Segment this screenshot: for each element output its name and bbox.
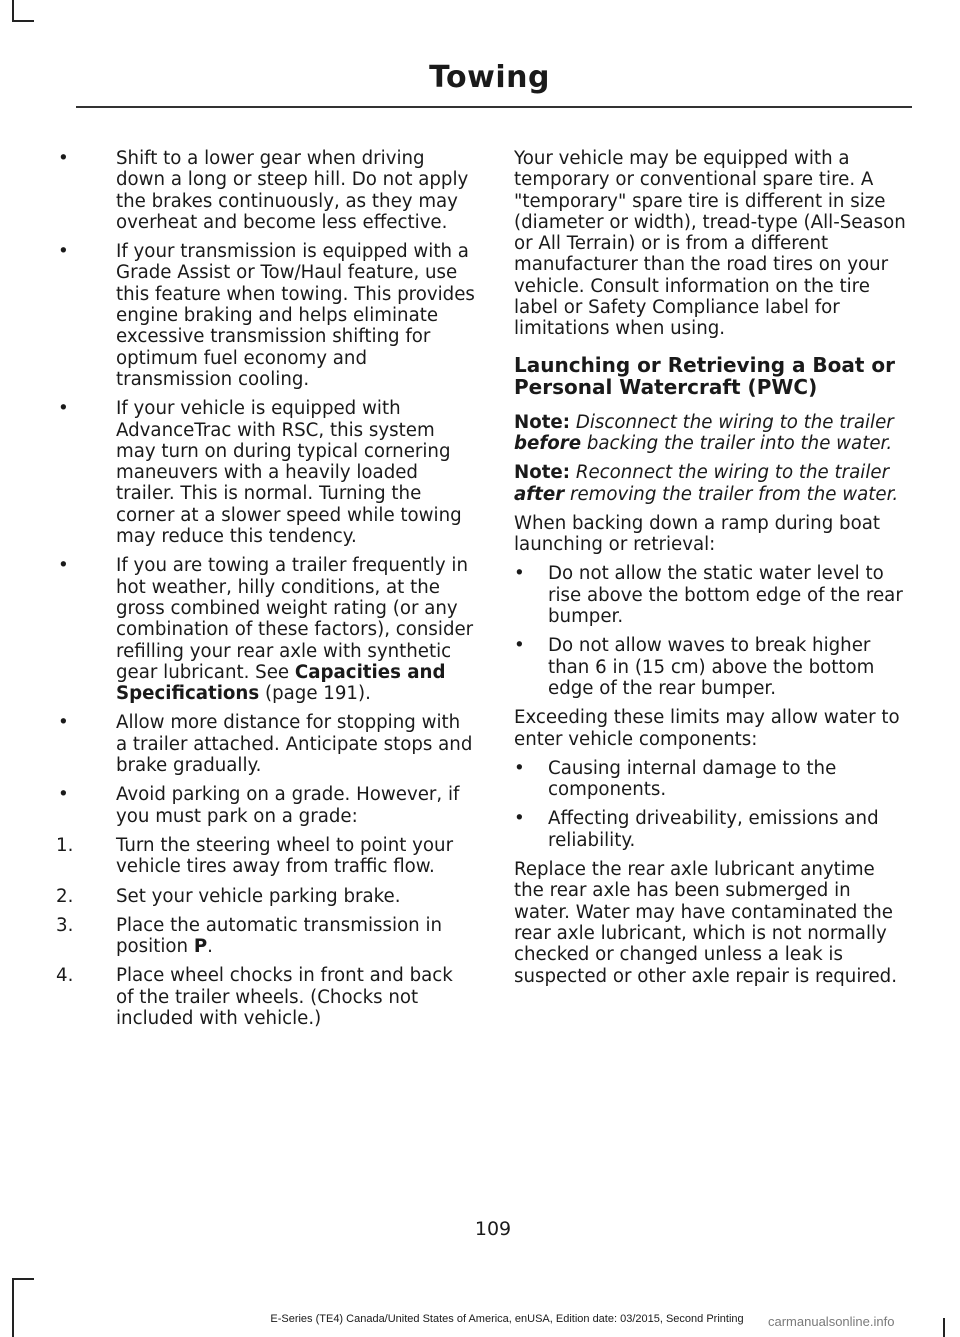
bullet-text: Do not allow the static water level to rise above the bottom edge of the rear bumper. [548,563,903,628]
bullet-marker: • [514,757,525,779]
closing-paragraph: Replace the rear axle lubricant anytime the rear axle has been submerged in water. Water may have contaminated the rear axle lubricant, which is not normally checked or changed unless a leak is suspected or other axle repair is required. [514,859,897,987]
step-text-part: . [207,936,213,958]
bullet-text: Allow more distance for stopping with a trailer attached. Anticipate stops and brake gradually. [116,712,473,777]
list-item [56,784,476,827]
bullet-text: Causing internal damage to the components. [548,757,837,801]
bullet-marker: • [514,808,525,830]
step-number: 1. [56,834,74,856]
list-item [514,635,910,699]
bullet-text: Shift to a lower gear when driving down a long or steep hill. Do not apply the brakes continuously, as they may overheat and become less effective. [116,148,469,233]
page-reference: (page 191). [259,683,371,705]
bullet-text: Affecting driveability, emissions and reliability. [548,808,879,851]
note-text: backing the trailer into the water. [581,432,893,454]
bullet-text: Do not allow waves to break higher than 6 in (15 cm) above the bottom edge of the rear bumper. [548,635,875,699]
crop-mark-bottom-left-horizontal [12,1278,34,1280]
left-column [56,148,476,1037]
step-text: Place wheel chocks in front and back of the trailer wheels. (Chocks not included with vehicle.) [116,965,453,1029]
bullet-marker: • [58,784,69,806]
numbered-step [56,886,476,907]
exceed-intro: Exceeding these limits may allow water to enter vehicle components: [514,707,900,750]
bullet-marker: • [58,241,69,263]
list-item [56,148,476,233]
backing-intro: When backing down a ramp during boat launching or retrieval: [514,512,880,556]
bullet-text: If your vehicle is equipped with AdvanceTrac with RSC, this system may turn on during typical cornering maneuvers with a heavily loaded trailer. This is normal. Turning the corner at a slower speed while towing may reduce this tendency. [116,398,462,548]
watermark: carmanualsonline.info [768,1314,895,1329]
cross-reference-link[interactable]: Capacities and Specifications [116,661,446,705]
step-text-part: Place the automatic transmission in position [116,914,443,958]
list-item [56,712,476,776]
step-number: 3. [56,914,74,936]
list-item [514,758,910,801]
list-item [514,563,910,627]
note-text: Reconnect the wiring to the trailer [570,462,890,484]
numbered-step [56,835,476,878]
page-number: 109 [474,1218,512,1240]
bullet-text-part: If you are towing a trailer frequently in hot weather, hilly conditions, at the gross combined weight rating (or any combination of these factors), consider refilling your rear axle with synthetic gear lubricant. See [116,555,474,683]
step-text [116,915,476,958]
note-emphasis: before [514,432,582,454]
note-text: Disconnect the wiring to the trailer [570,411,894,433]
note-paragraph [514,412,910,455]
bullet-marker: • [514,635,525,657]
edition-footer: E-Series (TE4) Canada/United States of America, enUSA, Edition date: 03/2015, Second Printing [270,1313,744,1325]
bullet-marker: • [58,148,69,169]
note-text: removing the trailer from the water. [564,483,899,505]
step-text: Turn the steering wheel to point your vehicle tires away from traffic flow. [116,834,454,878]
list-item [514,808,910,851]
numbered-step [56,915,476,958]
note-paragraph [514,462,910,505]
header-rule [76,106,912,108]
section-heading: Launching or Retrieving a Boat or Personal Watercraft (PWC) [514,352,896,399]
list-item [56,555,476,704]
bullet-text: Avoid parking on a grade. However, if you must park on a grade: [116,784,460,827]
list-item [56,241,476,390]
bullet-marker: • [58,398,69,420]
gear-position-label: P [193,936,208,958]
step-number: 2. [56,885,74,907]
bullet-text [116,555,476,704]
step-text: Set your vehicle parking brake. [116,885,401,907]
crop-mark-bottom-left-vertical [12,1278,14,1337]
right-column [514,148,910,995]
bullet-text: If your transmission is equipped with a Grade Assist or Tow/Haul feature, use this feature when towing. This provides engine braking and helps eliminate excessive transmission shifting for optimum fuel economy and transmission cooling. [116,241,475,390]
page-title: Towing [429,60,550,95]
crop-mark-top-left-vertical [12,0,14,22]
spare-tire-paragraph: Your vehicle may be equipped with a temporary or conventional spare tire. A "temporary" spare tire is different in size (diameter or width), tread-type (All-Season or All Terrain) or is from a different manufacturer than the road tires on your vehicle. Consult information on the tire label or Safety Compliance label for limitations when using. [514,148,906,340]
bullet-marker: • [58,555,69,577]
note-emphasis: after [514,483,565,505]
crop-mark-top-left-horizontal [12,20,34,22]
numbered-step [56,965,476,1029]
bullet-marker: • [514,563,525,585]
step-number: 4. [56,965,74,987]
note-label: Note: [514,411,571,433]
bullet-marker: • [58,712,69,734]
list-item [56,398,476,547]
note-label: Note: [514,462,571,484]
